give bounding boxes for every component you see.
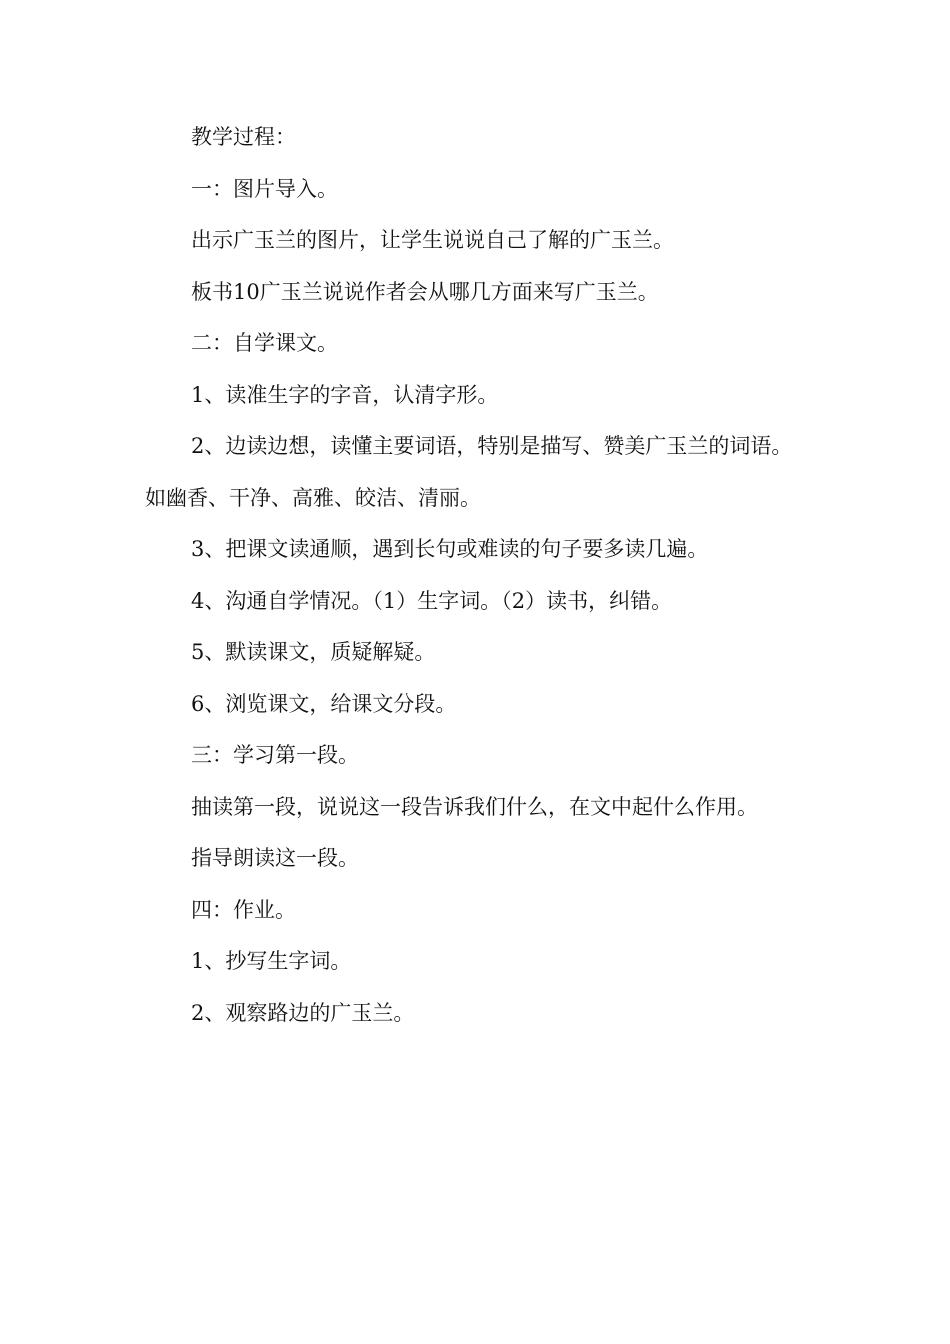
- list-item: 1、抄写生字词。: [191, 949, 352, 973]
- paragraph: 出示广玉兰的图片，让学生说说自己了解的广玉兰。: [191, 228, 674, 252]
- list-item: 1、读准生字的字音，认清字形。: [191, 382, 499, 407]
- section-two-heading: 二：自学课文。: [191, 331, 338, 355]
- heading-teaching-process: 教学过程：: [191, 125, 296, 149]
- section-four-heading: 四：作业。: [191, 897, 296, 922]
- paragraph: 板书10广玉兰说说作者会从哪几方面来写广玉兰。: [191, 279, 659, 304]
- list-item: 6、浏览课文，给课文分段。: [191, 691, 457, 716]
- paragraph: 指导朗读这一段。: [191, 846, 359, 870]
- list-item: 4、沟通自学情况。（1）生字词。（2）读书，纠错。: [191, 588, 673, 613]
- paragraph: 抽读第一段，说说这一段告诉我们什么，在文中起什么作用。: [191, 794, 758, 819]
- section-three-heading: 三：学习第一段。: [191, 743, 359, 767]
- list-item: 3、把课文读通顺，遇到长句或难读的句子要多读几遍。: [191, 537, 709, 561]
- list-item: 2、观察路边的广玉兰。: [191, 1000, 415, 1025]
- document-body: [145, 112, 795, 1039]
- list-item: 5、默读课文，质疑解疑。: [191, 640, 436, 664]
- list-item: 2、边读边想，读懂主要词语，特别是描写、赞美广玉兰的词语。如幽香、干净、高雅、皎洁、清丽。: [145, 434, 793, 510]
- section-one-heading: 一：图片导入。: [191, 176, 338, 201]
